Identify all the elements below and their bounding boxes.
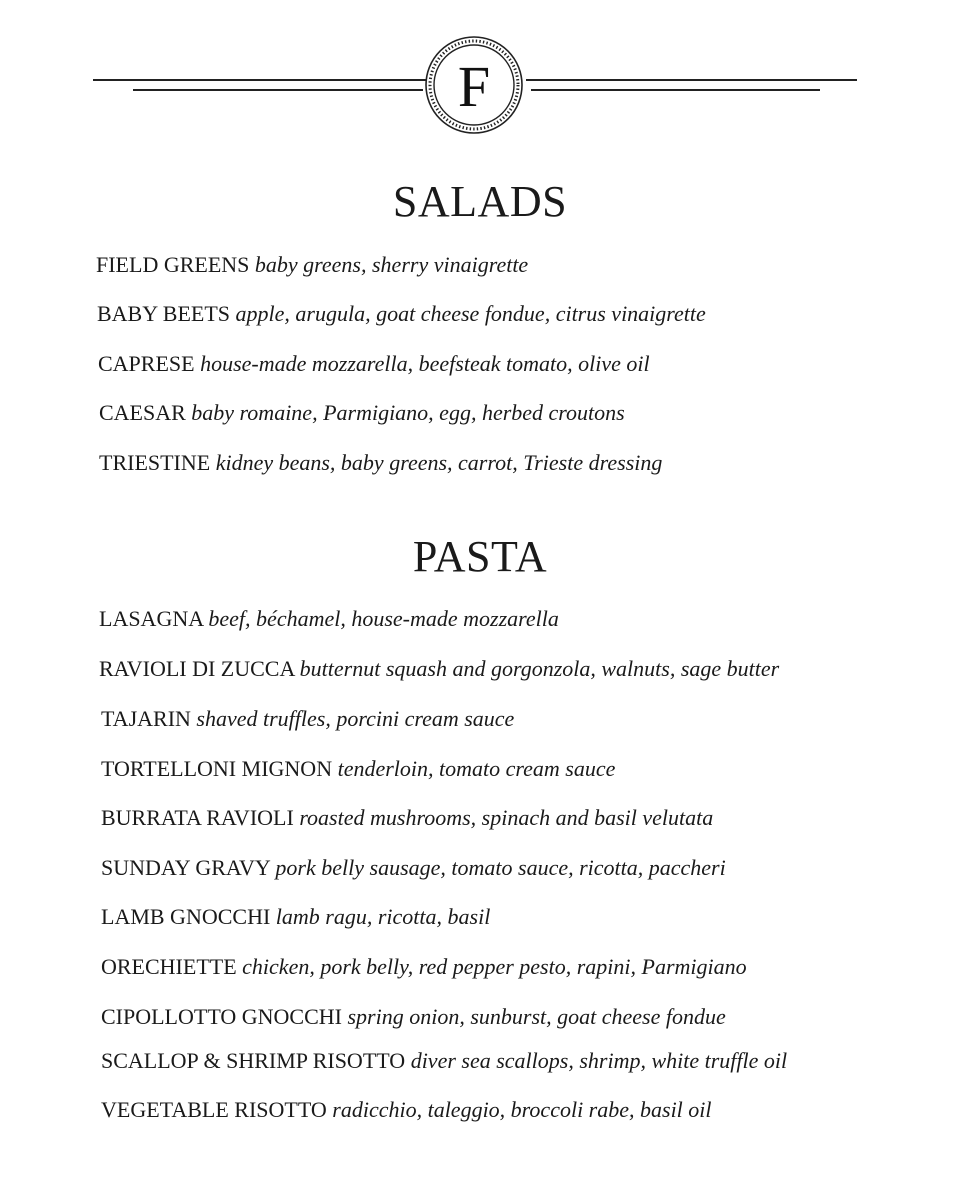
dish-description: radicchio, taleggio, broccoli rabe, basil oil [332, 1097, 712, 1122]
logo-letter: F [457, 54, 491, 119]
menu-item [101, 805, 713, 831]
dish-name: SUNDAY GRAVY [101, 855, 270, 880]
dish-name: TRIESTINE [99, 450, 211, 475]
menu-item [101, 1048, 787, 1074]
menu-item [101, 1004, 726, 1030]
dish-description: chicken, pork belly, red pepper pesto, rapini, Parmigiano [242, 954, 747, 979]
dish-name: ORECHIETTE [101, 954, 237, 979]
dish-name: VEGETABLE RISOTTO [101, 1097, 327, 1122]
dish-name: BABY BEETS [97, 301, 231, 326]
dish-name: LAMB GNOCCHI [101, 904, 271, 929]
dish-description: baby romaine, Parmigiano, egg, herbed croutons [191, 400, 625, 425]
header-rule-right-top [526, 79, 857, 81]
menu-item [96, 252, 528, 278]
dish-name: TORTELLONI MIGNON [101, 756, 333, 781]
dish-name: CAPRESE [98, 351, 195, 376]
menu-item [99, 400, 625, 426]
menu-item [101, 904, 490, 930]
dish-description: butternut squash and gorgonzola, walnuts, sage butter [299, 656, 780, 681]
dish-name: FIELD GREENS [96, 252, 250, 277]
menu-item [101, 1097, 712, 1123]
dish-description: pork belly sausage, tomato sauce, ricotta, paccheri [275, 855, 726, 880]
dish-description: diver sea scallops, shrimp, white truffle oil [410, 1048, 788, 1073]
header-rule-left-top [93, 79, 426, 81]
dish-name: BURRATA RAVIOLI [101, 805, 294, 830]
dish-description: tenderloin, tomato cream sauce [337, 756, 616, 781]
menu-item [101, 756, 615, 782]
dish-description: lamb ragu, ricotta, basil [275, 904, 491, 929]
dish-name: TAJARIN [101, 706, 191, 731]
dish-description: spring onion, sunburst, goat cheese fondue [347, 1004, 726, 1029]
header-rule-right-bottom [531, 89, 820, 91]
dish-description: house-made mozzarella, beefsteak tomato, olive oil [200, 351, 650, 376]
menu-item [101, 706, 514, 732]
monogram-seal-icon [423, 34, 525, 136]
dish-description: beef, béchamel, house-made mozzarella [208, 606, 559, 631]
menu-item [101, 954, 747, 980]
menu-item [101, 855, 726, 881]
section-title-pasta: PASTA [412, 532, 548, 581]
dish-description: baby greens, sherry vinaigrette [254, 252, 529, 277]
dish-description: apple, arugula, goat cheese fondue, citrus vinaigrette [235, 301, 706, 326]
menu-item [99, 656, 779, 682]
dish-description: shaved truffles, porcini cream sauce [196, 706, 515, 731]
menu-item [98, 351, 650, 377]
header-rule-left-bottom [133, 89, 423, 91]
dish-name: RAVIOLI DI ZUCCA [99, 656, 295, 681]
menu-header [0, 0, 960, 140]
dish-description: roasted mushrooms, spinach and basil velutata [299, 805, 714, 830]
dish-name: CAESAR [99, 400, 186, 425]
dish-name: SCALLOP & SHRIMP RISOTTO [101, 1048, 406, 1073]
dish-name: CIPOLLOTTO GNOCCHI [101, 1004, 342, 1029]
dish-description: kidney beans, baby greens, carrot, Trieste dressing [215, 450, 663, 475]
menu-item [99, 450, 662, 476]
menu-item [99, 606, 559, 632]
menu-item [97, 301, 706, 327]
dish-name: LASAGNA [99, 606, 203, 631]
section-title-salads: SALADS [392, 177, 568, 226]
